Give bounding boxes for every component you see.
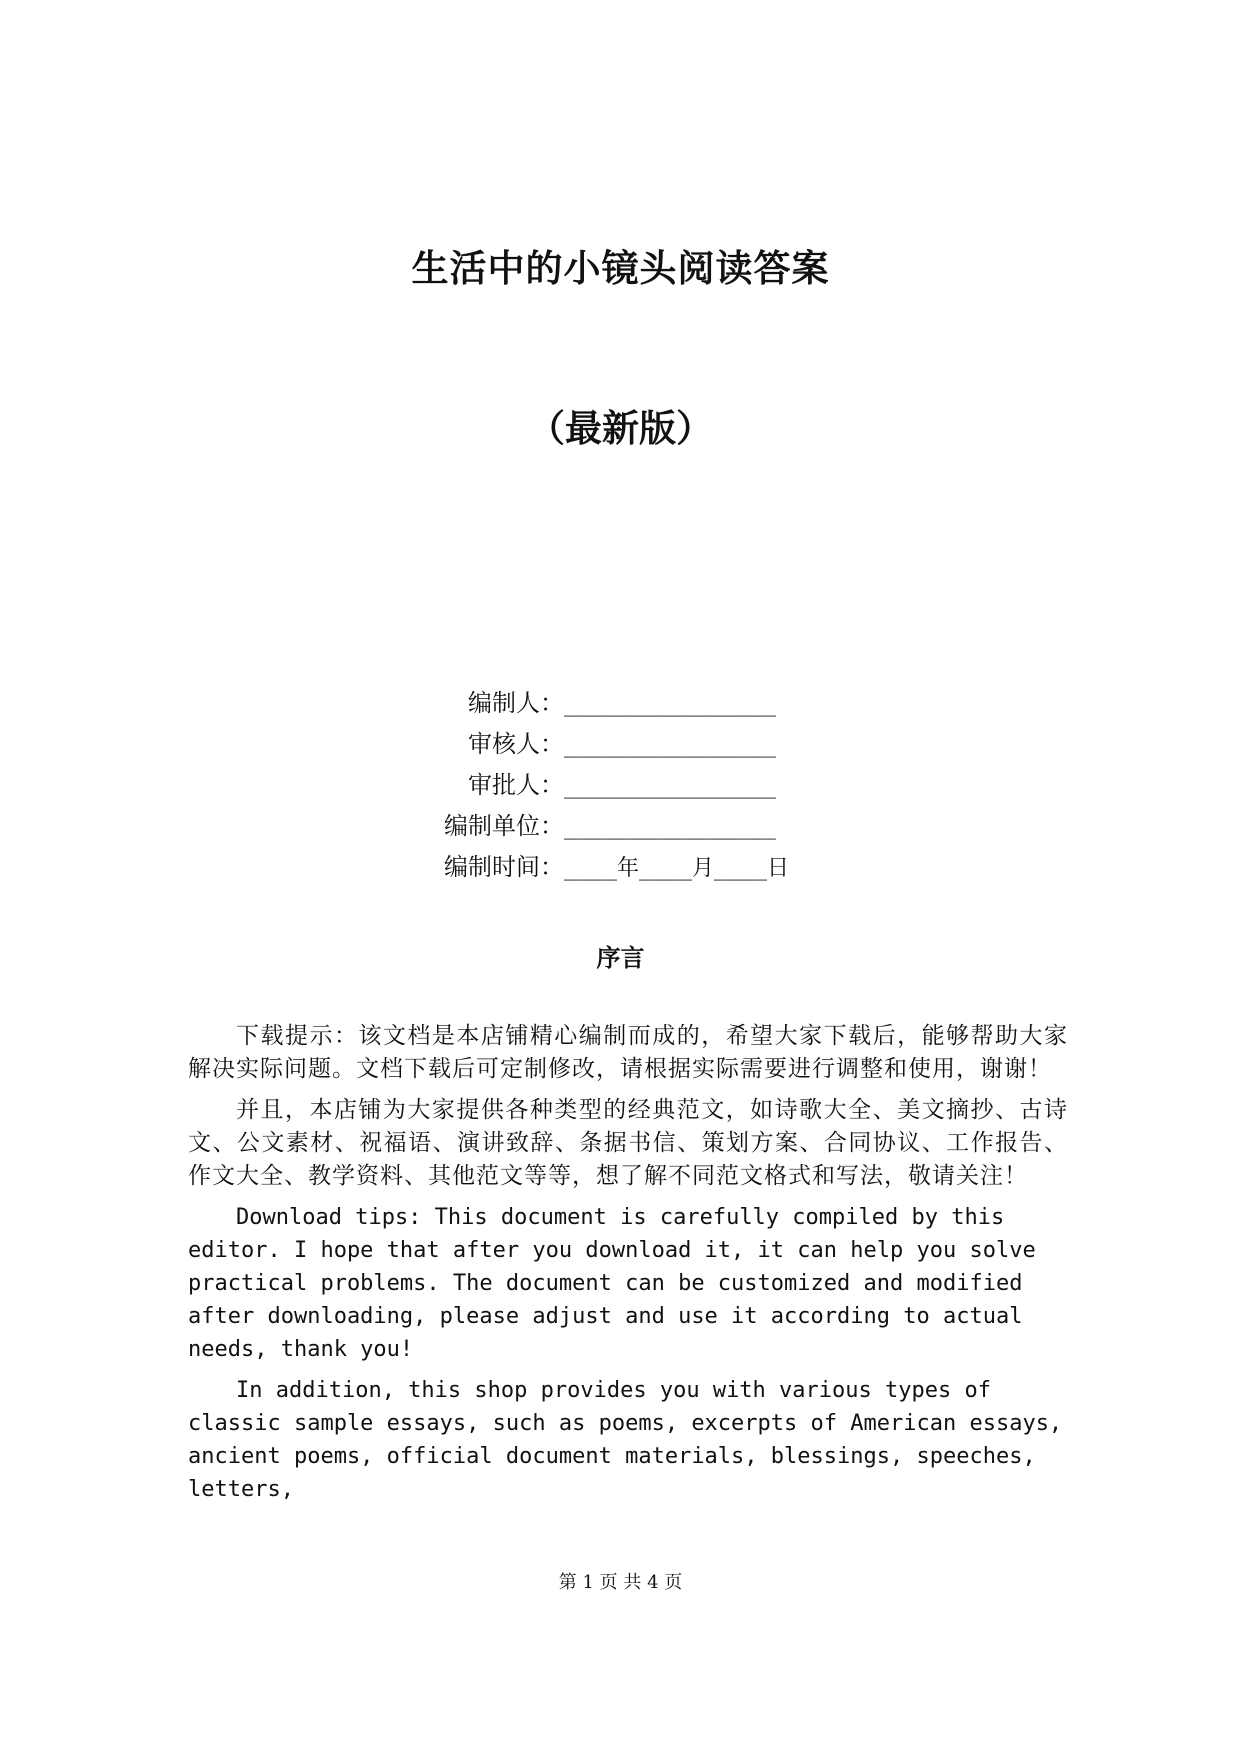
field-blank: ________________ [564, 733, 776, 758]
preface-paragraph: In addition, this shop provides you with various types of classic sample essays, such as poems, excerpts of American essays, ancient poems, official document materials, blessings, speeches, letters, [188, 1378, 1063, 1502]
field-blank: ____年____月____日 [564, 856, 789, 881]
field-approver [440, 765, 860, 806]
preface-heading: 序言 [596, 944, 645, 972]
field-reviewer [440, 724, 860, 765]
field-unit [428, 806, 860, 847]
signature-fields [440, 683, 860, 888]
preface-paragraph: 下载提示：该文档是本店铺精心编制而成的，希望大家下载后，能够帮助大家解决实际问题。文档下载后可定制修改，请根据实际需要进行调整和使用，谢谢！ [188, 1023, 1068, 1082]
document-title: 生活中的小镜头阅读答案 [411, 247, 830, 290]
page-number: 第 1 页 共 4 页 [558, 1572, 683, 1593]
field-label: 审核人： [468, 730, 564, 758]
field-label: 编制时间： [444, 853, 564, 881]
preface-body [188, 1020, 1068, 1514]
preface-paragraph: 并且，本店铺为大家提供各种类型的经典范文，如诗歌大全、美文摘抄、古诗文、公文素材、祝福语、演讲致辞、条据书信、策划方案、合同协议、工作报告、作文大全、教学资料、其他范文等等，想了解不同范文格式和写法，敬请关注！ [188, 1097, 1068, 1189]
document-subtitle: （最新版） [528, 407, 713, 450]
field-date [428, 847, 860, 888]
field-blank: ________________ [564, 774, 776, 799]
field-blank: ________________ [564, 815, 776, 840]
preface-paragraph: Download tips: This document is carefully compiled by this editor. I hope that after you download it, it can help you solve practical problems. The document can be customized and modified after downloading, please adjust and use it according to actual needs, thank you! [188, 1205, 1036, 1362]
field-label: 编制单位： [444, 812, 564, 840]
field-label: 编制人： [468, 689, 564, 717]
field-compiler [440, 683, 860, 724]
field-label: 审批人： [468, 771, 564, 799]
field-blank: ________________ [564, 692, 776, 717]
